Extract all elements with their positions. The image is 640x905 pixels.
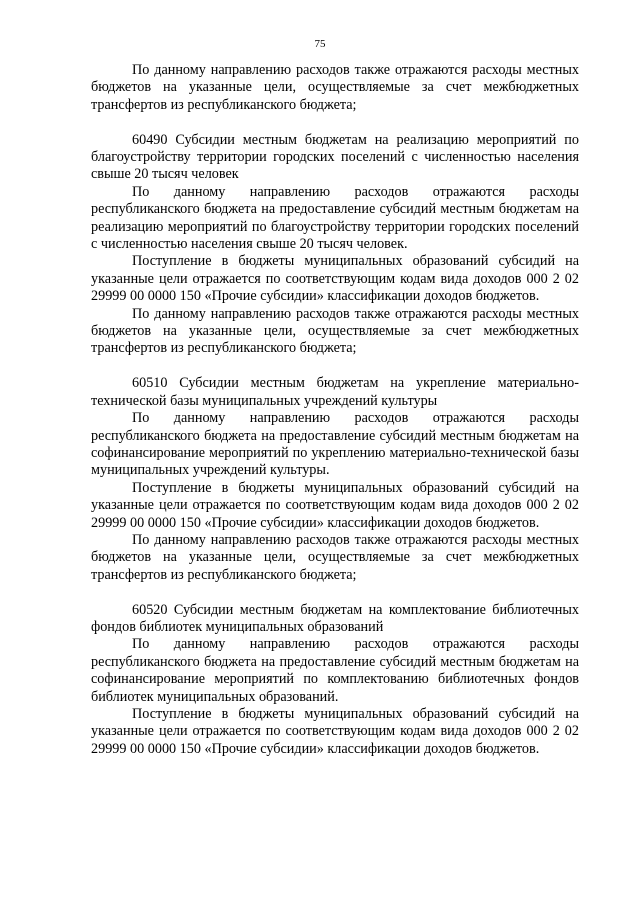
paragraph-spacer (91, 358, 579, 375)
paragraph: 60490 Субсидии местным бюджетам на реализацию мероприятий по благоустройству территории городских поселений с численностью населения свыше 20 тысяч человек (91, 131, 579, 183)
paragraph: По данному направлению расходов также отражаются расходы местных бюджетов на указанные цели, осуществляемые за счет межбюджетных трансфертов из республиканского бюджета; (91, 305, 579, 357)
paragraph: По данному направлению расходов отражаются расходы республиканского бюджета на предоставление субсидий местным бюджетам на софинансирование мероприятий по комплектованию библиотечных фондов библиотек муниципальных образований. (91, 636, 579, 705)
paragraph-spacer (91, 584, 579, 601)
paragraph: По данному направлению расходов также отражаются расходы местных бюджетов на указанные цели, осуществляемые за счет межбюджетных трансфертов из республиканского бюджета; (91, 62, 579, 113)
paragraph-spacer (91, 114, 579, 131)
paragraph: 60510 Субсидии местным бюджетам на укрепление материально-технической базы муниципальных учреждений культуры (91, 375, 579, 409)
page-number: 75 (314, 38, 326, 50)
paragraph: Поступление в бюджеты муниципальных образований субсидий на указанные цели отражается по соответствующим кодам вида доходов 000 2 02 29999 00 0000 150 «Прочие субсидии» классификации доходов бюджетов. (91, 705, 579, 757)
paragraph: По данному направлению расходов отражаются расходы республиканского бюджета на предоставление субсидий местным бюджетам на софинансирование мероприятий по укреплению материально-технической базы муниципальных учреждений культуры. (91, 410, 579, 479)
paragraph: Поступление в бюджеты муниципальных образований субсидий на указанные цели отражается по соответствующим кодам вида доходов 000 2 02 29999 00 0000 150 «Прочие субсидии» классификации доходов бюджетов. (91, 253, 579, 305)
paragraph: 60520 Субсидии местным бюджетам на комплектование библиотечных фондов библиотек муниципальных образований (91, 601, 579, 635)
paragraph: По данному направлению расходов отражаются расходы республиканского бюджета на предоставление субсидий местным бюджетам на реализацию мероприятий по благоустройству территории городских поселений с численностью населения свыше 20 тысяч человек. (91, 183, 579, 253)
paragraph: По данному направлению расходов также отражаются расходы местных бюджетов на указанные цели, осуществляемые за счет межбюджетных трансфертов из республиканского бюджета; (91, 531, 579, 583)
paragraph: Поступление в бюджеты муниципальных образований субсидий на указанные цели отражается по соответствующим кодам вида доходов 000 2 02 29999 00 0000 150 «Прочие субсидии» классификации доходов бюджетов. (91, 479, 579, 531)
document-body (91, 62, 579, 758)
